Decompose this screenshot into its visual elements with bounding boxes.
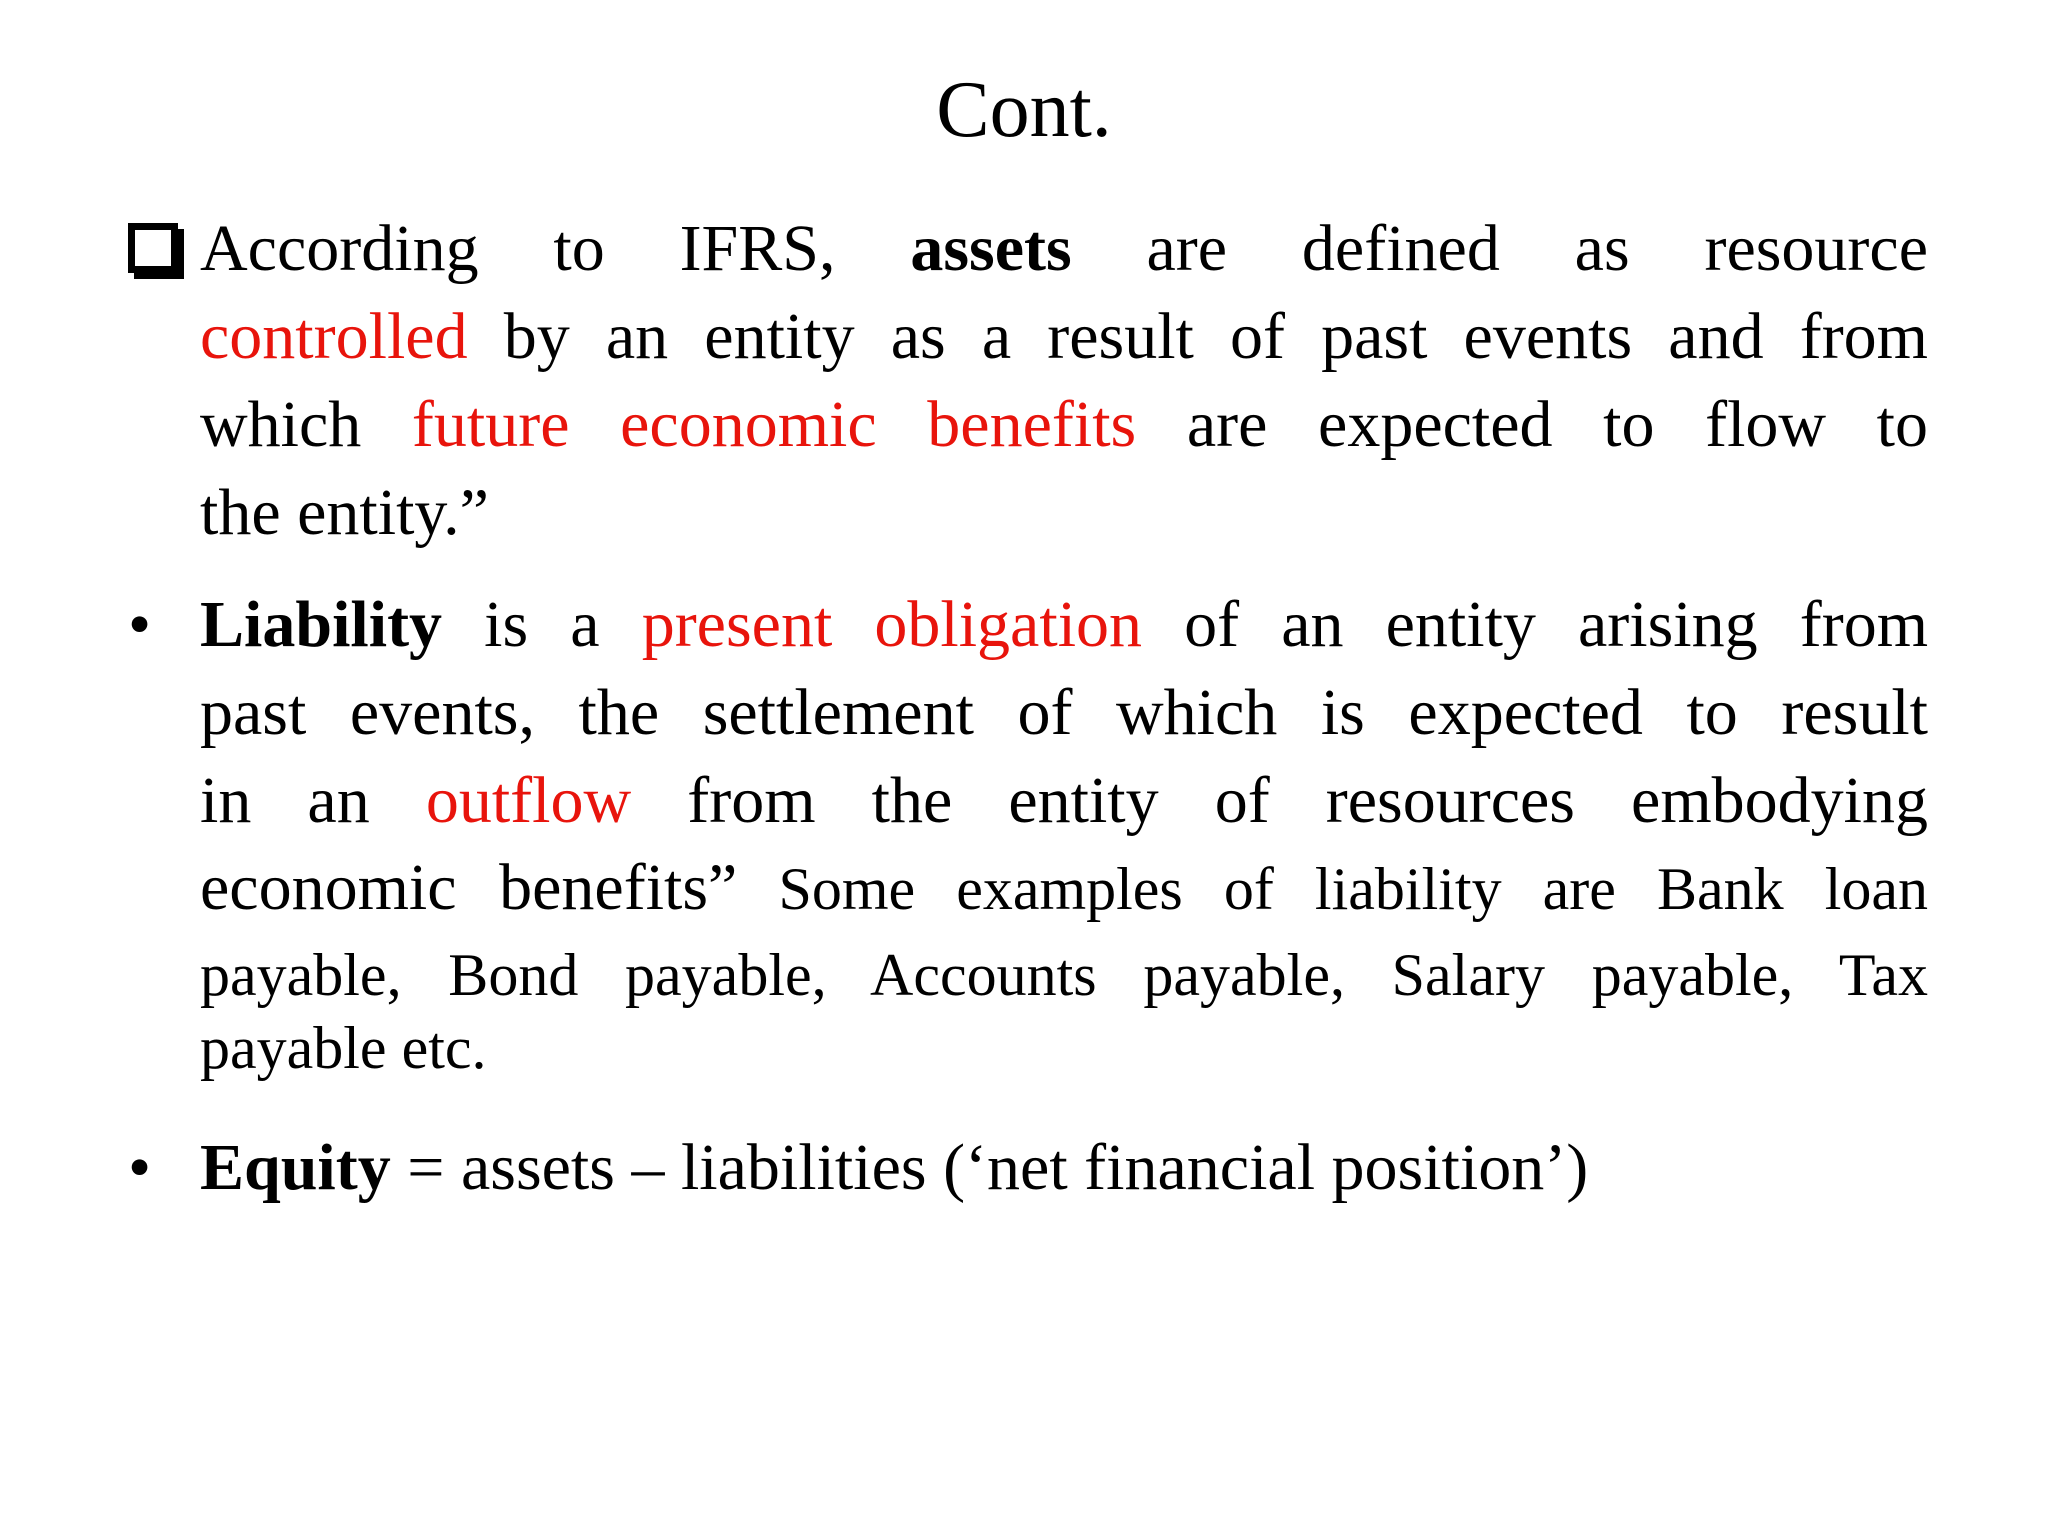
assets-line-4 — [200, 469, 1928, 557]
highlight-present-obligation: present obligation — [641, 588, 1143, 661]
highlight-controlled: controlled — [200, 300, 468, 373]
checkbox-bullet-icon — [128, 223, 178, 273]
text-segment: from the entity of resources embodying — [687, 764, 1929, 837]
slide-title: Cont. — [936, 66, 1112, 154]
assets-line-1 — [200, 205, 1928, 293]
liability-line-2 — [200, 669, 1928, 757]
text-segment: payable, Bond payable, Accounts payable, Salary payable, Tax — [200, 942, 1928, 1008]
equity-line — [200, 1124, 1928, 1212]
liability-line-1 — [200, 581, 1928, 669]
text-segment: is a — [484, 588, 600, 661]
equity-definition-item — [128, 1124, 1928, 1212]
liability-line-6 — [200, 1015, 1928, 1081]
text-segment: are expected to flow to — [1186, 388, 1929, 461]
highlight-outflow: outflow — [425, 764, 632, 837]
bullet-dot: • — [128, 588, 152, 661]
text-segment: past events, the settlement of which is expected to result — [200, 676, 1928, 749]
assets-line-2 — [200, 293, 1928, 381]
text-segment: Some examples of liability are Bank loan — [778, 856, 1929, 922]
text-segment: which — [200, 388, 362, 461]
assets-line-3 — [200, 381, 1928, 469]
text-segment: are defined as resource — [1146, 212, 1928, 285]
liability-line-4 — [200, 845, 1928, 932]
text-segment: by an entity as a result of past events and from — [503, 300, 1929, 373]
liability-definition-item — [128, 581, 1929, 1081]
highlight-future-economic-benefits: future economic benefits — [411, 388, 1137, 461]
text-segment: of an entity arising from — [1184, 588, 1929, 661]
text-segment: payable etc. — [200, 1015, 487, 1081]
text-segment: the entity.” — [200, 476, 489, 549]
assets-definition-item — [200, 205, 1928, 557]
bullet-dot: • — [128, 1131, 152, 1204]
text-segment: economic benefits” — [200, 851, 738, 924]
assets-term: assets — [910, 212, 1072, 285]
text-segment: According to IFRS, — [200, 212, 836, 285]
text-segment: in an — [200, 764, 370, 837]
liability-term: Liability — [200, 588, 443, 661]
text-segment: = assets – liabilities (‘net financial position’) — [407, 1131, 1589, 1204]
liability-line-3 — [200, 757, 1928, 845]
liability-line-5 — [200, 932, 1928, 1018]
equity-term: Equity — [200, 1131, 391, 1204]
